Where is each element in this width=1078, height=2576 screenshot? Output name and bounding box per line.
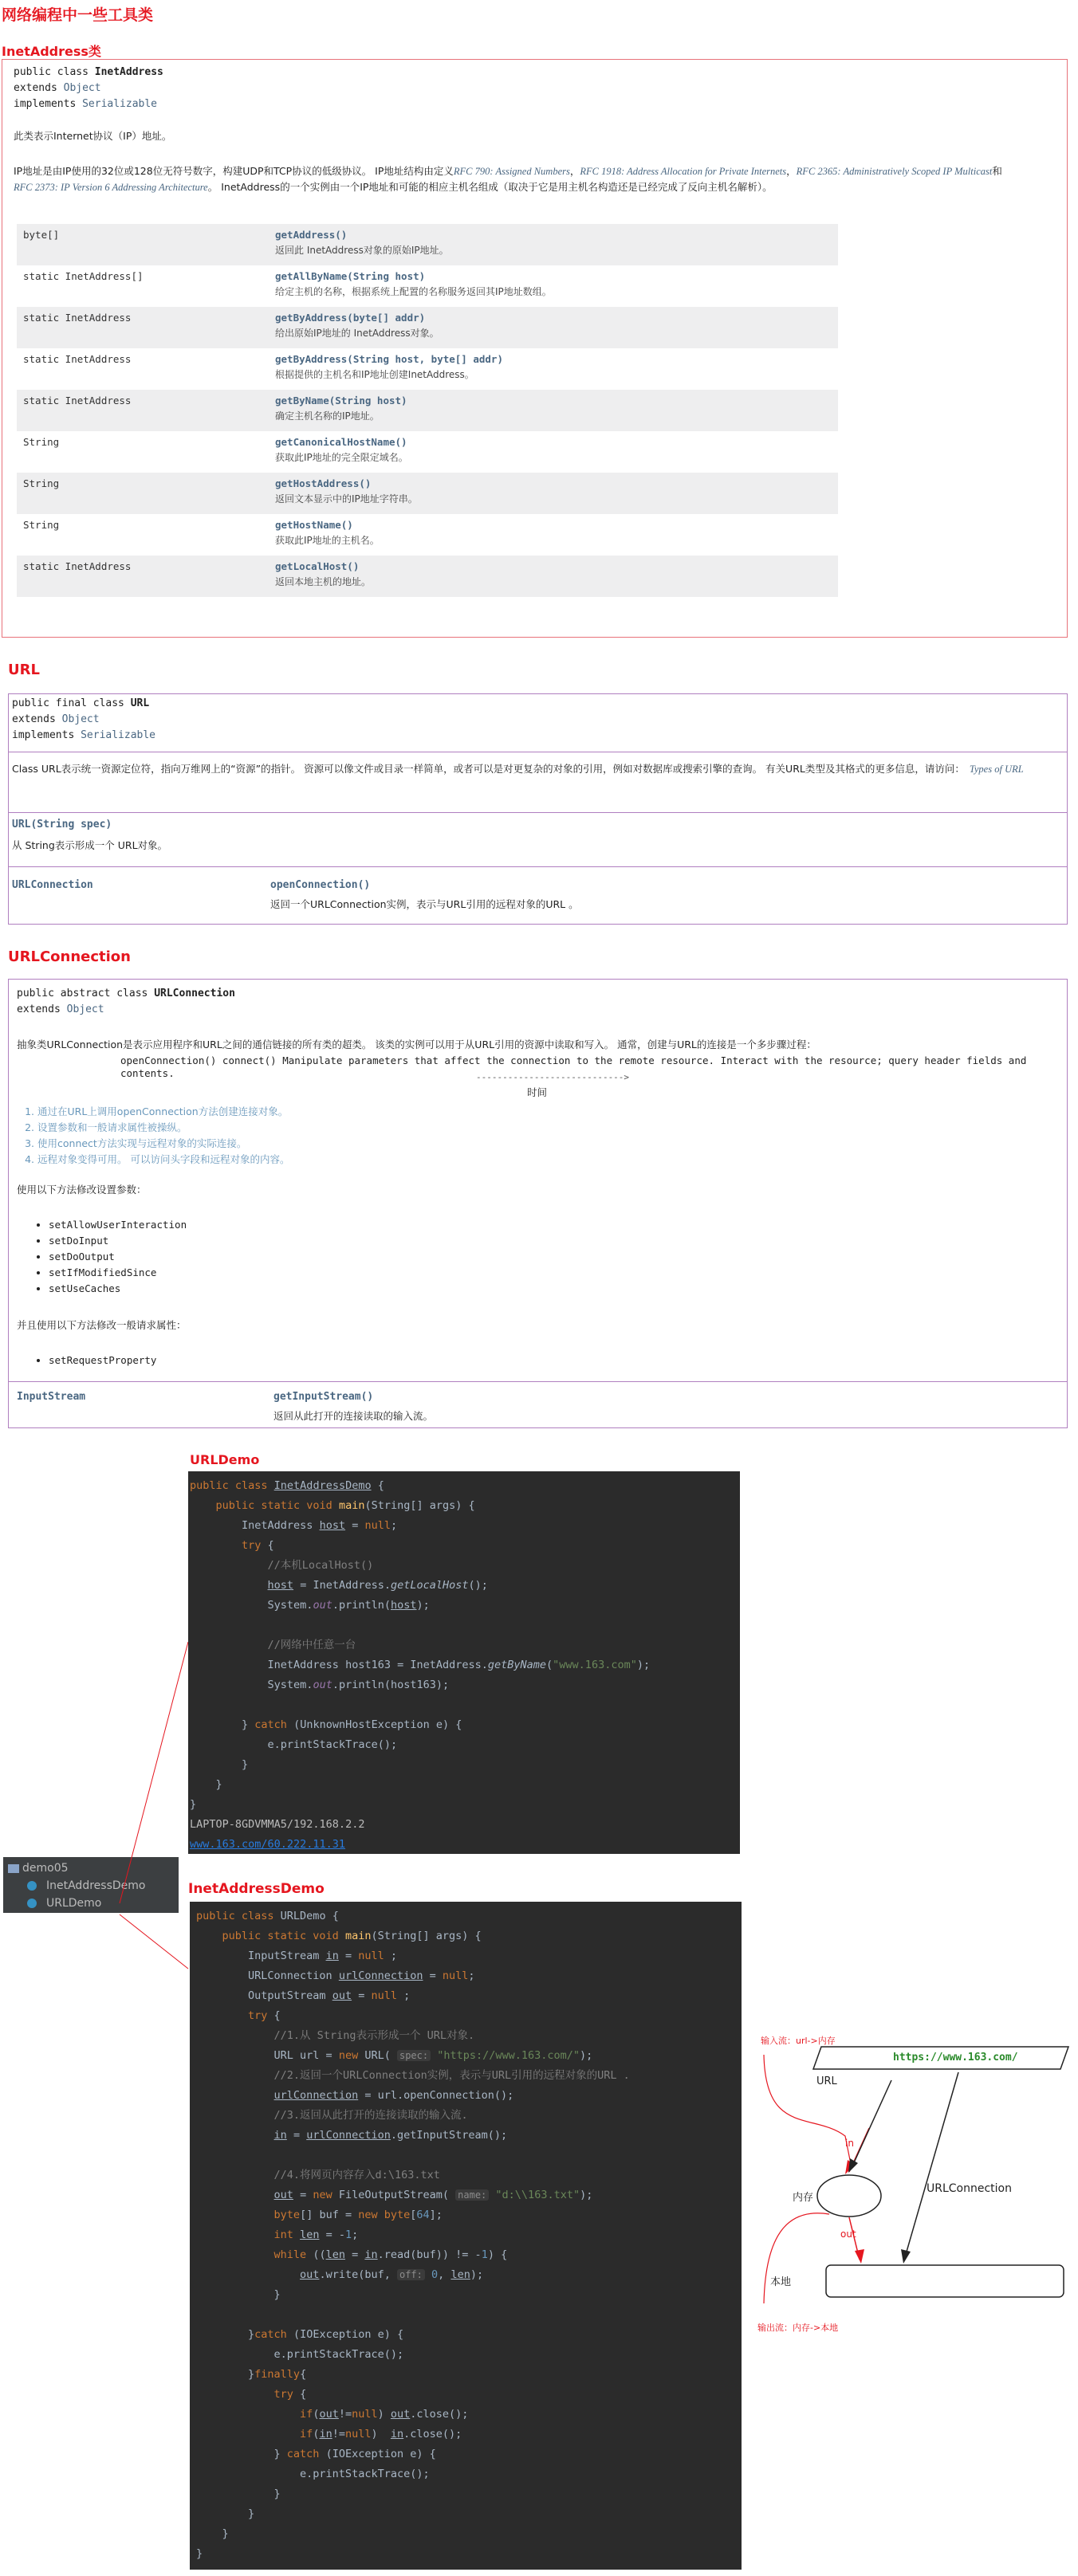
method-return-type: byte[] (23, 229, 60, 241)
method-desc: 获取此IP地址的主机名。 (275, 535, 380, 546)
method-desc: 返回文本显示中的IP地址字符串。 (275, 493, 418, 505)
url-desc: Class URL表示统一资源定位符，指向万维网上的“资源”的指针。 资源可以像文件或目录一样简单，或者可以是对更复杂的对象的引用，例如对数据库或搜索引擎的查询。 有关URL类型及其格式的更多信息，请访问： Types of URL (12, 763, 1024, 775)
method-name[interactable]: getHostName() (275, 519, 353, 531)
types-of-url-link[interactable]: Types of URL (969, 764, 1024, 775)
url-decl: public final class URL extends Object implements Serializable (12, 697, 156, 741)
url-ctor-desc: 从 String表示形成一个 URL对象。 (12, 839, 168, 851)
tree-item-urldemo[interactable]: URLDemo (27, 1897, 101, 1910)
url-method-type: URLConnection (12, 879, 93, 891)
method-name[interactable]: getLocalHost() (275, 560, 360, 572)
urlconn-method-type: InputStream (17, 1391, 86, 1403)
param-method-item: • setUseCaches (49, 1281, 187, 1297)
params-intro: 使用以下方法修改设置参数： (17, 1184, 147, 1196)
console-output-2[interactable]: www.163.com/60.222.11.31 (190, 1838, 346, 1851)
method-return-type: String (23, 436, 60, 448)
url-method-name[interactable]: openConnection() (270, 879, 371, 891)
in-label: in (845, 2138, 854, 2149)
rfc790-link[interactable]: RFC 790: Assigned Numbers (453, 166, 570, 177)
prop-method-item: • setRequestProperty (49, 1353, 156, 1368)
inet-decl: public class InetAddress extends Object implements Serializable (14, 66, 163, 110)
page-title: 网络编程中一些工具类 (2, 6, 154, 24)
param-method-item: • setDoInput (49, 1233, 187, 1249)
method-name[interactable]: getAddress() (275, 229, 348, 241)
method-name[interactable]: getByName(String host) (275, 395, 407, 406)
method-return-type: String (23, 519, 60, 531)
method-name[interactable]: getByAddress(String host, byte[] addr) (275, 353, 503, 365)
rfc2373-link[interactable]: RFC 2373: IP Version 6 Addressing Architecture (14, 182, 208, 193)
urldemo-label: URLDemo (190, 1452, 260, 1467)
input-stream-label: 输入流：url->内存 (761, 2036, 836, 2046)
method-return-type: static InetAddress (23, 560, 132, 572)
method-return-type: static InetAddress (23, 312, 132, 324)
method-name[interactable]: getAllByName(String host) (275, 270, 426, 282)
step-item: 2. 设置参数和一般请求属性被操纵。 (37, 1120, 289, 1136)
inet-desc1: 此类表示Internet协议（IP）地址。 (14, 130, 172, 142)
method-desc: 返回此 InetAddress对象的原始IP地址。 (275, 245, 449, 256)
method-desc: 返回本地主机的地址。 (275, 576, 372, 587)
step-item: 1. 通过在URL上调用openConnection方法创建连接对象。 (37, 1104, 289, 1120)
method-return-type: static InetAddress[] (23, 270, 144, 282)
method-desc: 根据提供的主机名和IP地址创建InetAddress。 (275, 369, 474, 380)
tree-item-inetaddressdemo[interactable]: InetAddressDemo (27, 1879, 145, 1892)
url-value: https://www.163.com/ (893, 2052, 1018, 2064)
urlconn-time-label: 时间 (527, 1086, 548, 1098)
local-label: 本地 (770, 2276, 792, 2288)
method-desc: 获取此IP地址的完全限定域名。 (275, 452, 408, 463)
inet-desc2: IP地址是由IP使用的32位或128位无符号数字，构建UDP和TCP协议的低级协议。 IP地址结构由定义RFC 790: Assigned Numbers，RFC 1918: Address Allocation for Private Internets，RFC 2365: Administratively Scoped IP Multicast和RFC 2373: IP Version 6 Addressing Architecture。 InetAddress的一个实例由一个IP地址和可能的相应主机名组成（取决于它是用主机名构造还是已经完成了反向主机名解析）。 (14, 165, 1002, 193)
url-heading: URL (8, 662, 40, 678)
inet-heading: InetAddress类 (2, 44, 101, 59)
tree-root[interactable]: demo05 (8, 1862, 69, 1875)
inetdemo-label: InetAddressDemo (188, 1881, 325, 1897)
output-stream-label: 输出流：内存->本地 (757, 2323, 839, 2333)
method-desc: 给出原始IP地址的 InetAddress对象。 (275, 328, 439, 339)
stream-diagram (757, 2036, 1076, 2343)
out-label: out (840, 2228, 856, 2240)
urlconn-method-name[interactable]: getInputStream() (273, 1391, 374, 1403)
urlconn-method-desc: 返回从此打开的连接读取的输入流。 (273, 1410, 434, 1422)
urlconn-heading: URLConnection (8, 948, 131, 965)
url-method-desc: 返回一个URLConnection实例，表示与URL引用的远程对象的URL 。 (270, 898, 579, 910)
step-item: 3. 使用connect方法实现与远程对象的实际连接。 (37, 1136, 289, 1152)
rfc2365-link[interactable]: RFC 2365: Administratively Scoped IP Multicast (796, 166, 993, 177)
urlconn-decl: public abstract class URLConnection extends Object (17, 988, 235, 1015)
rfc1918-link[interactable]: RFC 1918: Address Allocation for Private Internets (580, 166, 787, 177)
method-desc: 确定主机名称的IP地址。 (275, 410, 380, 422)
memory-label: 内存 (793, 2192, 814, 2204)
code-editor-urldemo[interactable]: public class URLDemo { public static void main(String[] args) { InputStream in = null ; URLConnection urlConnection = null; OutputStream out = null ; try { //1.从 String表示形成一个 URL对象. URL url = new URL( spec: "https://www.163.com/"); //2.返回一个URLConnection实例，表示与URL引用的远程对象的URL . urlConnection = url.openConnection(); //3.返回从此打开的连接读取的输入流. in = urlConnection.getInputStream(); //4.将网页内容存入d:\163.txt out = new FileOutputStream( name: "d:\\163.txt"); byte[] buf = new byte[64]; int len = -1; while ((len = in.read(buf)) != -1) { out.write(buf, off: 0, len); } }catch (IOException e) { e.printStackTrace(); }finally{ try { if(out!=null) out.close(); if(in!=null) in.close(); } catch (IOException e) { e.printStackTrace(); } } } } (190, 1902, 742, 2570)
console-output-1: LAPTOP-8GDVMMA5/192.168.2.2 (190, 1815, 740, 1835)
method-return-type: static InetAddress (23, 353, 132, 365)
props-intro: 并且使用以下方法修改一般请求属性： (17, 1319, 187, 1331)
urlconnection-label: URLConnection (927, 2182, 1012, 2195)
method-return-type: static InetAddress (23, 395, 132, 406)
step-item: 4. 远程对象变得可用。 可以访问头字段和远程对象的内容。 (37, 1152, 289, 1168)
method-desc: 给定主机的名称，根据系统上配置的名称服务返回其IP地址数组。 (275, 286, 552, 297)
param-method-item: • setDoOutput (49, 1249, 187, 1265)
param-method-item: • setIfModifiedSince (49, 1265, 187, 1281)
method-name[interactable]: getHostAddress() (275, 477, 372, 489)
method-name[interactable]: getByAddress(byte[] addr) (275, 312, 426, 324)
urlconn-desc: 抽象类URLConnection是表示应用程序和URL之间的通信链接的所有类的超类。 该类的实例可以用于从URL引用的资源中读取和写入。 通常，创建与URL的连接是一个多步骤过程： (17, 1039, 816, 1050)
url-label: URL (816, 2075, 837, 2087)
method-return-type: String (23, 477, 60, 489)
method-name[interactable]: getCanonicalHostName() (275, 436, 407, 448)
url-ctor-sig[interactable]: URL(String spec) (12, 819, 112, 831)
code-editor-inetaddress[interactable]: public class InetAddressDemo { public static void main(String[] args) { InetAddress host = null; try { //本机LocalHost() host = InetAddress.getLocalHost(); System.out.println(host); //网络中任意一台 InetAddress host163 = InetAddress.getByName("www.163.com"); System.out.println(host163); } catch (UnknownHostException e) { e.printStackTrace(); } } } LAPTOP-8GDVMMA5/192.168.2.2 www.163.com/60.222.11.31 (188, 1471, 740, 1854)
urlconn-arrow: ----------------------------> (476, 1072, 630, 1082)
urlconn-steps-line: openConnection() connect() Manipulate parameters that affect the connection to the remote resource. Interact with the resource; query header fields and contents. (120, 1054, 1027, 1079)
param-method-item: • setAllowUserInteraction (49, 1217, 187, 1233)
